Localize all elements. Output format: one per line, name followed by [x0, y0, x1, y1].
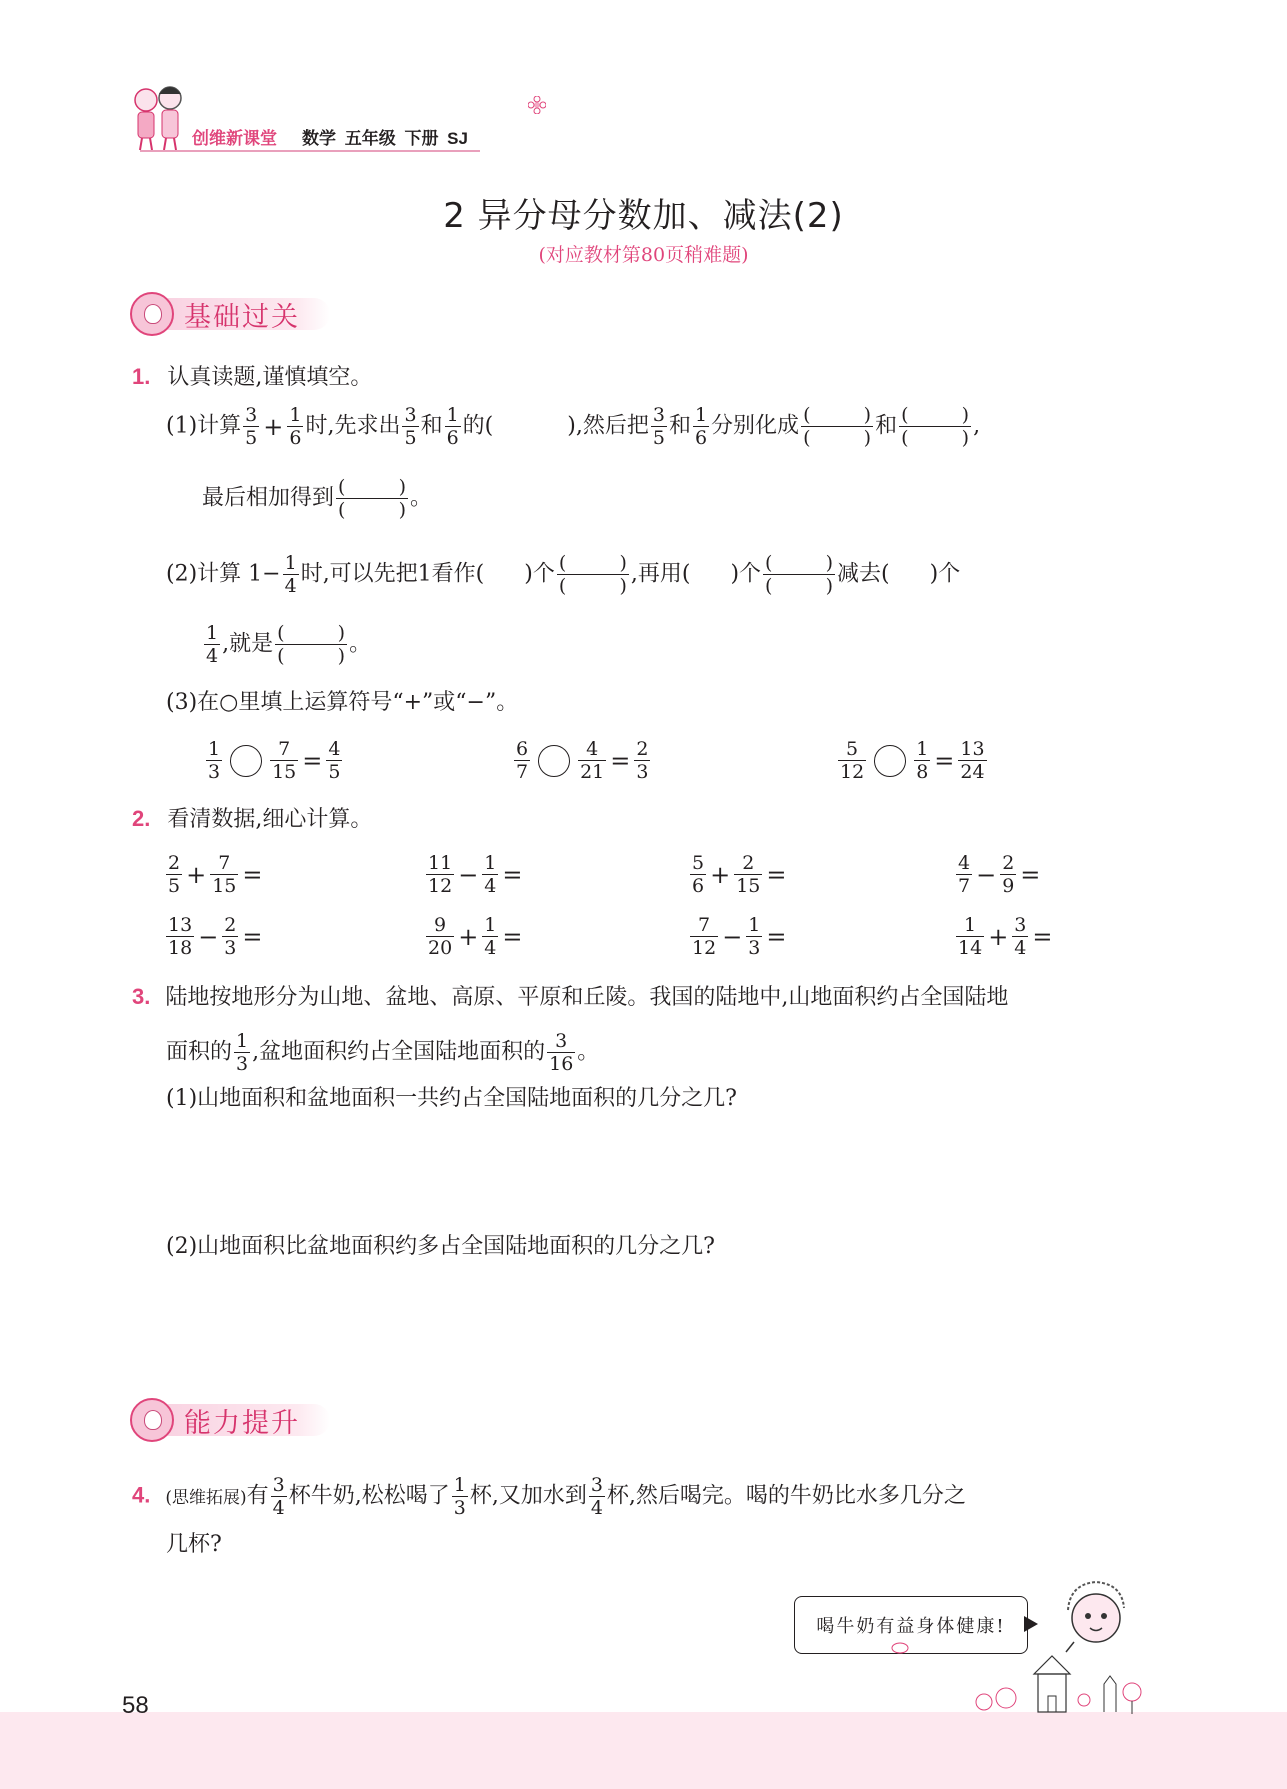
q1-part3-text: (3)在○里填上运算符号“+”或“−”。	[166, 690, 519, 715]
operator-circle[interactable]	[874, 745, 906, 777]
text: )个	[524, 561, 555, 587]
section-advanced-label: 能力提升	[168, 1404, 330, 1436]
calc-item: $\frac{4}{7}$ − $\frac{2}{9}$ =	[958, 852, 1041, 897]
q1-part3-item-1: $\frac{1}{3}$ $\frac{7}{15}$ = $\frac{4}{5}$	[208, 738, 341, 783]
page-subtitle: (对应教材第80页稍难题)	[538, 244, 749, 266]
text: 分别化成	[711, 413, 800, 439]
fraction: $\frac{1}{8}$	[916, 738, 929, 783]
q1-part3-item-2: $\frac{6}{7}$ $\frac{4}{21}$ = $\frac{2}{3}$	[516, 738, 649, 783]
header-divider	[140, 150, 480, 152]
text: 减去(	[837, 561, 890, 587]
question-2-text: 看清数据,细心计算。	[167, 807, 373, 832]
girl-avatar-icon	[130, 1398, 174, 1442]
q1-part3-item-3: $\frac{5}{12}$ $\frac{1}{8}$ = $\frac{13}{24}$	[840, 738, 985, 783]
calc-item: $\frac{13}{18}$ − $\frac{2}{3}$ =	[168, 914, 263, 959]
castle-trees-decoration	[944, 1652, 1144, 1716]
operator-circle[interactable]	[230, 745, 262, 777]
text: ,就是	[222, 631, 274, 657]
question-4: 4. (思维拓展)有 $\frac{3}{4}$ 杯牛奶,松松喝了 $\frac{1}{3}$ 杯,又加水到 $\frac{3}{4}$ 杯,然后喝完。喝的牛奶比水多几分之	[132, 1474, 966, 1519]
question-2-number: 2.	[132, 806, 151, 831]
fraction: $\frac{13}{24}$	[960, 738, 985, 783]
header-info: 数学 五年级 下册 SJ	[302, 129, 468, 148]
text: )个	[730, 561, 762, 587]
question-1-number: 1.	[132, 364, 151, 389]
fraction: $\frac{1}{4}$	[206, 622, 219, 667]
question-3-sub1: (1)山地面积和盆地面积一共约占全国陆地面积的几分之几?	[166, 1086, 737, 1111]
text: 。	[349, 631, 372, 657]
q1-part2-line2	[202, 622, 371, 667]
blank-fraction[interactable]: ( ) ( )	[558, 552, 627, 597]
fraction: $\frac{1}{4}$	[284, 552, 297, 597]
calc-item: $\frac{1}{14}$ + $\frac{3}{4}$ =	[958, 914, 1053, 959]
text: )个	[929, 561, 961, 587]
header-brand: 创维新课堂	[192, 129, 277, 148]
text: 。	[410, 485, 433, 511]
text: 时,先求出	[305, 413, 401, 439]
q1-part2-line1	[166, 552, 960, 597]
fraction: $\frac{1}{3}$	[208, 738, 221, 783]
calc-item: $\frac{5}{6}$ + $\frac{2}{15}$ =	[692, 852, 787, 897]
question-4-line2: 几杯?	[166, 1532, 222, 1557]
fraction: $\frac{3}{5}$	[245, 404, 258, 449]
flower-icon	[528, 96, 546, 114]
section-advanced	[130, 1398, 330, 1442]
fraction: $\frac{4}{21}$	[580, 738, 605, 783]
fraction: $\frac{6}{7}$	[516, 738, 529, 783]
girl-avatar-icon	[130, 292, 174, 336]
speech-bubble: 喝牛奶有益身体健康!	[794, 1596, 1028, 1654]
text: ,	[973, 413, 981, 439]
blank-fraction[interactable]: ( ) ( )	[901, 404, 970, 449]
section-basic-label: 基础过关	[168, 298, 330, 330]
fraction: $\frac{2}{3}$	[636, 738, 649, 783]
question-4-number: 4.	[132, 1482, 151, 1508]
flower-icon	[890, 1640, 910, 1656]
question-1-text: 认真读题,谨慎填空。	[167, 365, 373, 390]
fraction: $\frac{4}{5}$	[328, 738, 341, 783]
header-kids-illustration	[126, 82, 192, 152]
question-3	[132, 982, 1008, 1013]
text: 最后相加得到	[202, 485, 335, 511]
text: 的(	[462, 413, 494, 439]
question-3-sub2: (2)山地面积比盆地面积约多占全国陆地面积的几分之几?	[166, 1234, 715, 1259]
fraction: $\frac{1}{6}$	[446, 404, 459, 449]
fraction: $\frac{1}{6}$	[694, 404, 708, 449]
q1-part1-line2	[202, 476, 432, 521]
footer-band	[0, 1712, 1287, 1789]
text: ,再用(	[630, 561, 691, 587]
text: (1)计算	[166, 413, 242, 439]
blank-fraction[interactable]: ( ) ( )	[338, 476, 407, 521]
blank-fraction[interactable]: ( ) ( )	[765, 552, 834, 597]
question-3-line2: 面积的 $\frac{1}{3}$ ,盆地面积约占全国陆地面积的 $\frac{3}{16}$ 。	[166, 1030, 600, 1075]
calc-item: $\frac{7}{12}$ − $\frac{1}{3}$ =	[692, 914, 787, 959]
question-4-tag: (思维拓展)	[165, 1487, 247, 1508]
answer-area-3-1[interactable]	[166, 1120, 1126, 1230]
page-title: 2 异分母分数加、减法(2)	[443, 196, 844, 236]
calc-item: $\frac{2}{5}$ + $\frac{7}{15}$ =	[168, 852, 263, 897]
fraction: $\frac{5}{12}$	[840, 738, 865, 783]
question-2	[132, 804, 372, 835]
question-1	[132, 362, 372, 393]
q1-part1-line1: (1)计算 $\frac{3}{5}$ + $\frac{1}{6}$ 时,先求出 $\frac{3}{5}$ 和 $\frac{1}{6}$ 的( ),然后把 $\frac{3}{5}$ 和 $\frac{1}{6}$ 分别化成 ( ) ( ) 和 ( ) ( ) ,	[166, 404, 981, 449]
fraction: $\frac{3}{5}$	[404, 404, 417, 449]
text: (2)计算 1−	[166, 561, 281, 587]
fraction: $\frac{3}{5}$	[652, 404, 665, 449]
question-3-line1: 陆地按地形分为山地、盆地、高原、平原和丘陵。我国的陆地中,山地面积约占全国陆地	[165, 985, 1009, 1010]
text: 和	[875, 413, 898, 439]
text: ),然后把	[567, 413, 649, 439]
calc-item: $\frac{9}{20}$ + $\frac{1}{4}$ =	[428, 914, 523, 959]
character-illustration	[1056, 1576, 1136, 1656]
fraction: $\frac{1}{6}$	[289, 404, 302, 449]
speech-bubble-tail	[1024, 1616, 1038, 1632]
text: 和	[668, 413, 691, 439]
section-basic	[130, 292, 330, 336]
answer-area-4[interactable]	[166, 1568, 766, 1678]
page-number: 58	[122, 1692, 149, 1719]
text: 和	[420, 413, 443, 439]
question-3-number: 3.	[132, 984, 151, 1009]
calc-item: $\frac{11}{12}$ − $\frac{1}{4}$ =	[428, 852, 523, 897]
fraction: $\frac{7}{15}$	[272, 738, 297, 783]
operator-circle[interactable]	[538, 745, 570, 777]
blank-fraction[interactable]: ( ) ( )	[803, 404, 872, 449]
blank-fraction[interactable]: ( ) ( )	[277, 622, 346, 667]
answer-area-3-2[interactable]	[166, 1270, 1126, 1380]
text: 时,可以先把1看作(	[300, 561, 485, 587]
